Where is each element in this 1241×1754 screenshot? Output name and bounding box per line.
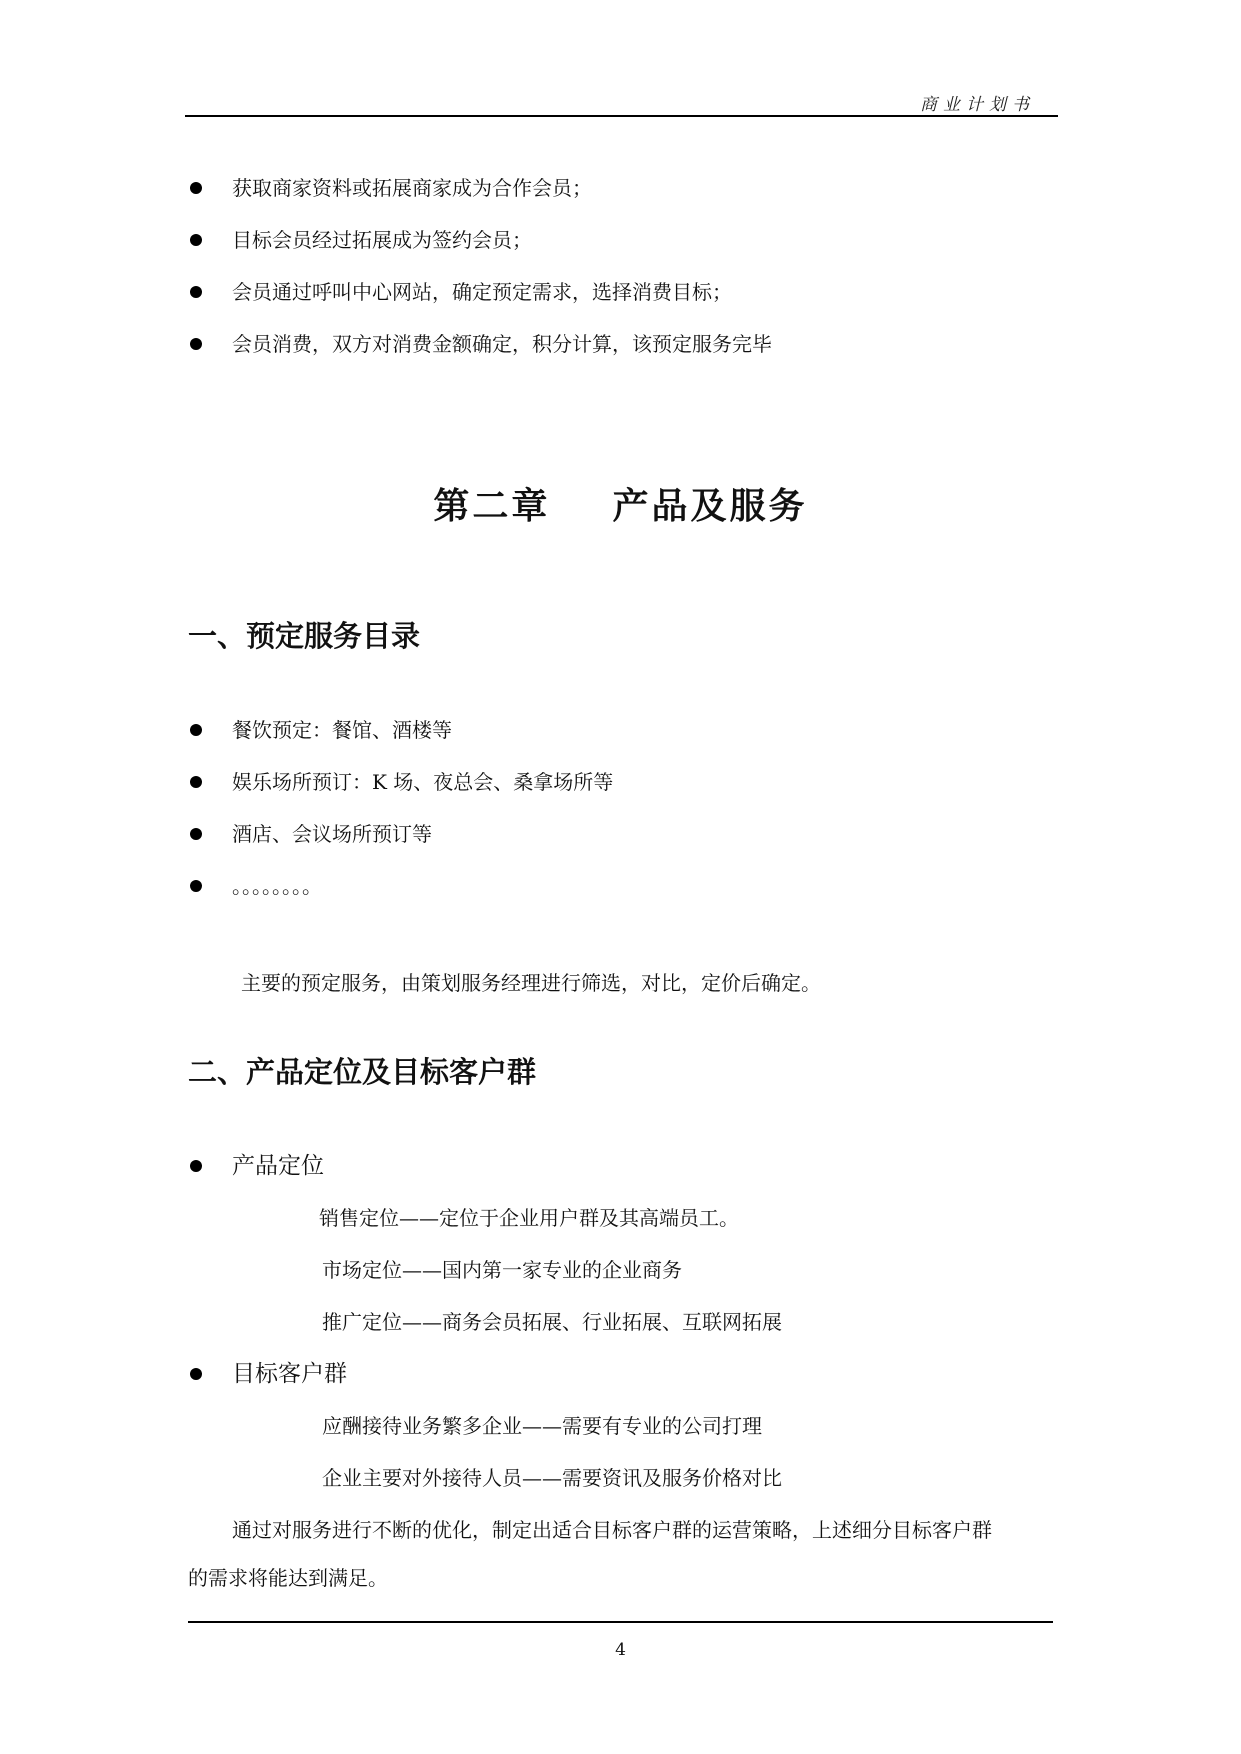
bullet-icon	[190, 1160, 202, 1172]
section-heading: 二、产品定位及目标客户群	[188, 1055, 537, 1089]
list-item-text: 获取商家资料或拓展商家成为合作会员；	[232, 176, 592, 200]
list-item-text: 目标客户群	[232, 1361, 347, 1387]
positioning-line: 推广定位——商务会员拓展、行业拓展、互联网拓展	[322, 1310, 782, 1334]
list-item-text: 会员消费，双方对消费金额确定，积分计算，该预定服务完毕	[232, 332, 772, 356]
bullet-icon	[190, 338, 202, 350]
section-heading: 一、预定服务目录	[188, 619, 421, 653]
chapter-title: 第二章 产品及服务	[433, 486, 808, 527]
bullet-icon	[190, 234, 202, 246]
list-item-text: 目标会员经过拓展成为签约会员；	[232, 228, 532, 252]
list-item	[190, 173, 592, 203]
running-header-title: 商业计划书	[920, 95, 1035, 115]
list-item	[190, 871, 322, 901]
page-number: 4	[615, 1640, 626, 1660]
list-item	[190, 1151, 324, 1181]
bullet-icon	[190, 776, 202, 788]
list-item	[190, 767, 614, 797]
footer-divider	[188, 1621, 1053, 1623]
bullet-icon	[190, 1368, 202, 1380]
target-line: 企业主要对外接待人员——需要资讯及服务价格对比	[322, 1466, 782, 1490]
list-item-text: 会员通过呼叫中心网站，确定预定需求，选择消费目标；	[232, 280, 732, 304]
target-line: 应酬接待业务繁多企业——需要有专业的公司打理	[322, 1414, 762, 1438]
bullet-icon	[190, 286, 202, 298]
list-item	[190, 277, 732, 307]
header-divider	[185, 115, 1058, 117]
list-item	[190, 1359, 347, 1389]
list-item-text: 酒店、会议场所预订等	[232, 822, 432, 846]
bullet-icon	[190, 880, 202, 892]
list-item	[190, 225, 532, 255]
list-item-text: 产品定位	[232, 1153, 324, 1179]
list-item	[190, 329, 772, 359]
summary-paragraph-line: 的需求将能达到满足。	[188, 1566, 388, 1590]
summary-paragraph-line: 通过对服务进行不断的优化，制定出适合目标客户群的运营策略，上述细分目标客户群	[232, 1518, 992, 1542]
positioning-line: 销售定位——定位于企业用户群及其高端员工。	[319, 1206, 739, 1230]
bullet-icon	[190, 828, 202, 840]
list-item-text: 。。。。。。。。	[232, 874, 322, 898]
list-item	[190, 819, 432, 849]
bullet-icon	[190, 724, 202, 736]
positioning-line: 市场定位——国内第一家专业的企业商务	[322, 1258, 682, 1282]
list-item-text: 餐饮预定：餐馆、酒楼等	[232, 718, 452, 742]
section-note: 主要的预定服务，由策划服务经理进行筛选，对比，定价后确定。	[241, 971, 821, 995]
bullet-icon	[190, 182, 202, 194]
list-item-text: 娱乐场所预订：K 场、夜总会、桑拿场所等	[232, 770, 614, 794]
list-item	[190, 715, 452, 745]
